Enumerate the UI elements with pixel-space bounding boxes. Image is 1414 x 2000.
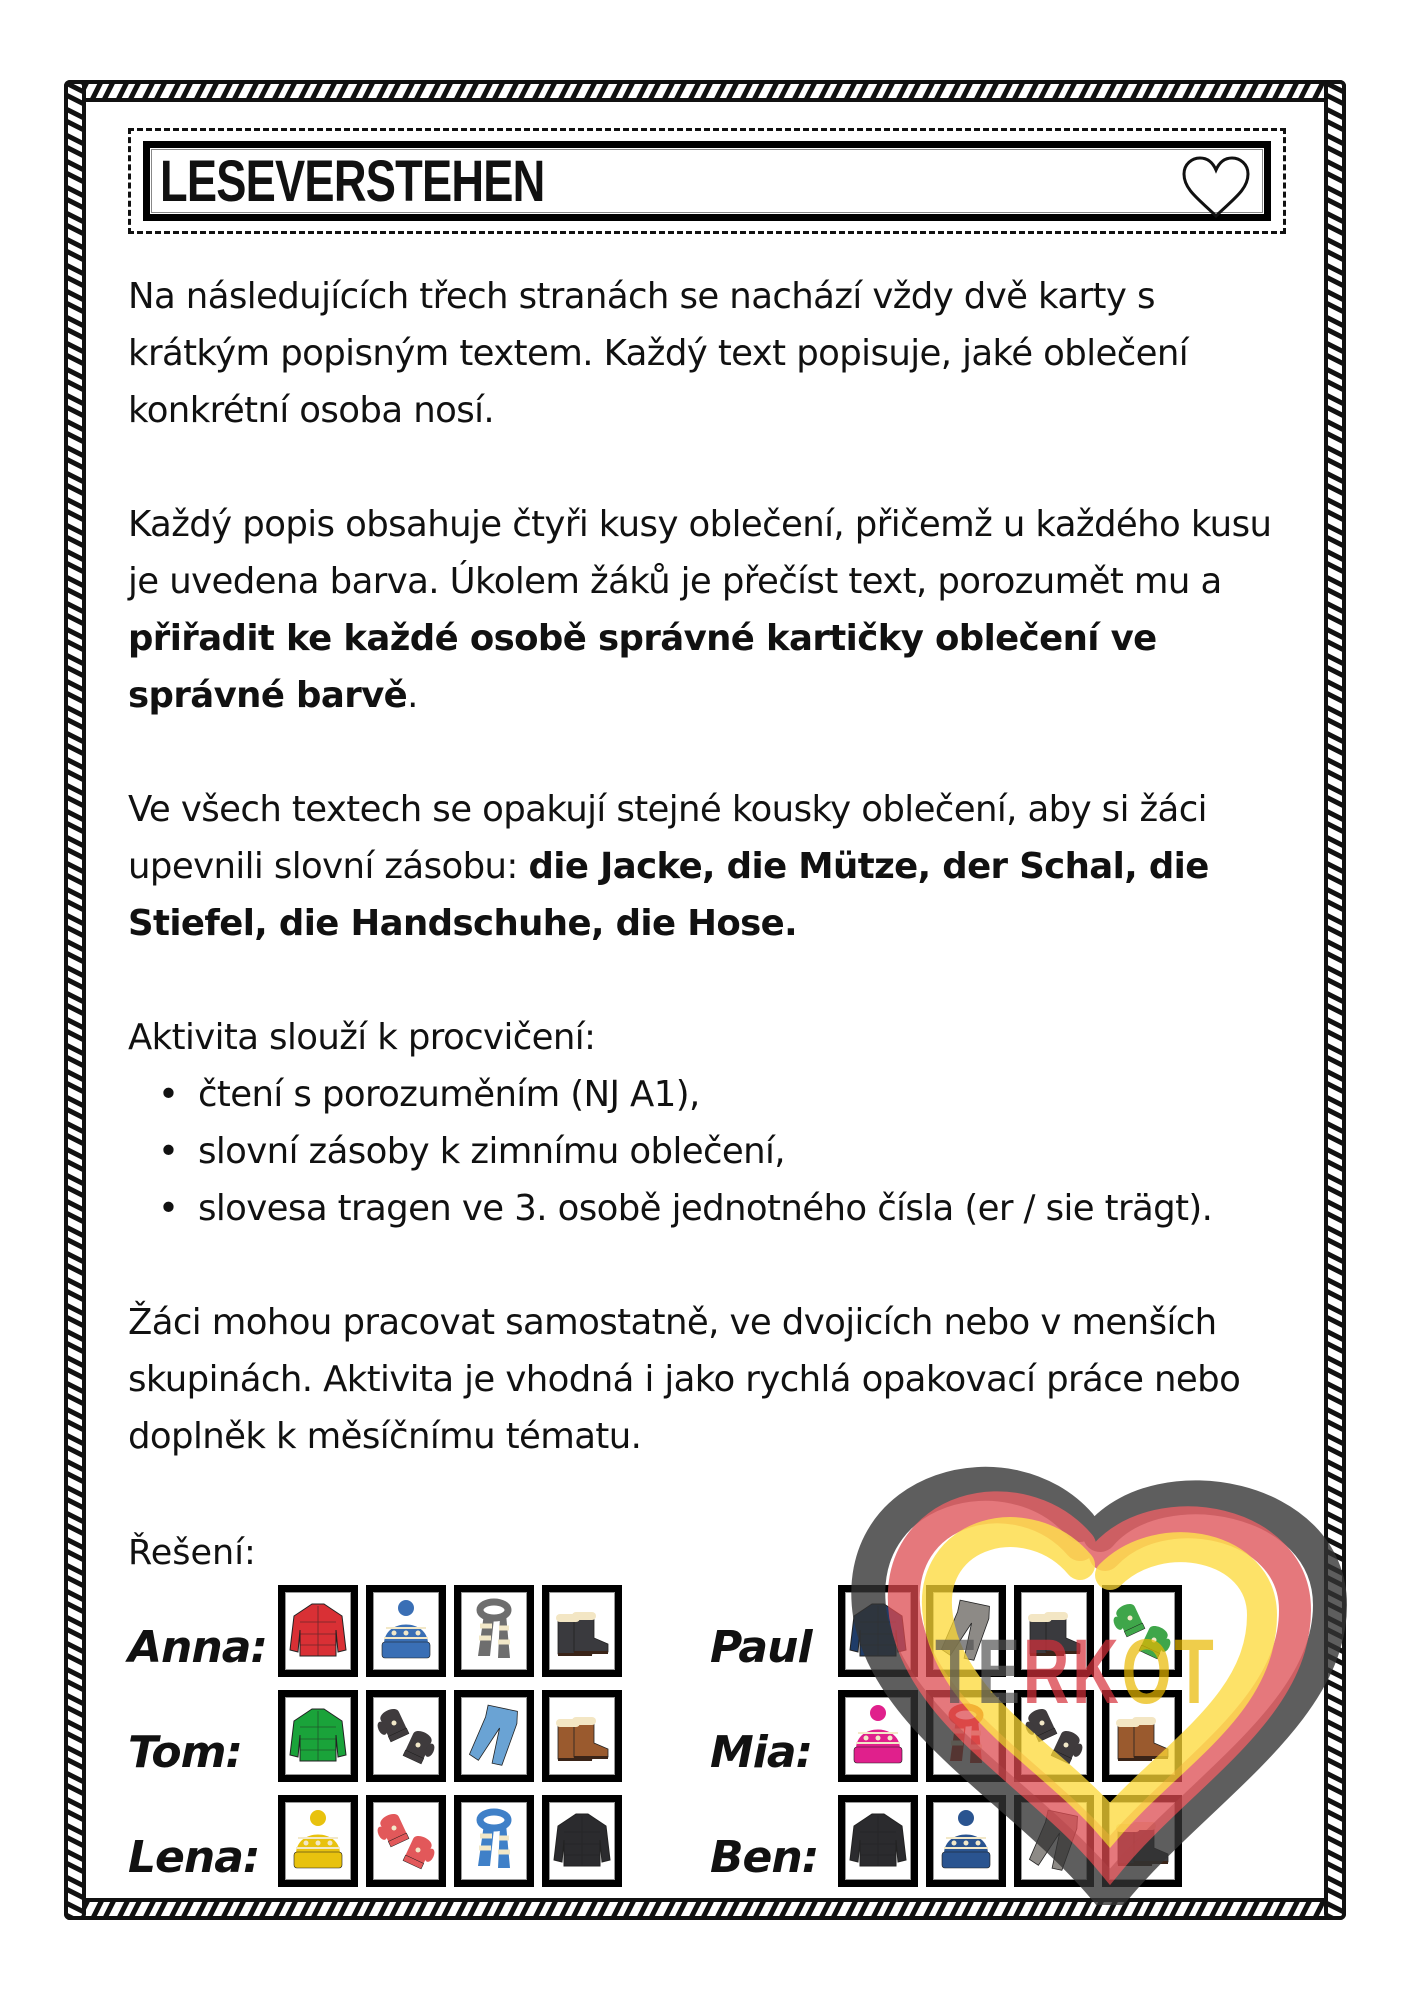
paragraph-practice-intro: Aktivita slouží k procvičení: [128, 1017, 596, 1058]
clothing-card-yellow-hat [278, 1795, 358, 1887]
watermark-letter: T [1174, 1621, 1217, 1723]
clothing-cards [838, 1795, 1182, 1887]
solution-label: Řešení: [128, 1533, 256, 1573]
page-title: LESEVERSTEHEN [160, 148, 545, 214]
jacket-icon [288, 1598, 348, 1664]
clothing-card-black-boots [1102, 1795, 1182, 1887]
list-item: • slovní zásoby k zimnímu oblečení, [158, 1123, 1288, 1180]
title-box [143, 141, 1271, 221]
person-name: Tom: [128, 1726, 243, 1778]
clothing-card-blue-scarf [454, 1795, 534, 1887]
practice-list [128, 1066, 1288, 1237]
watermark-letter: E [977, 1621, 1023, 1723]
hat-icon [848, 1703, 908, 1769]
boots-icon [1112, 1808, 1172, 1874]
hat-icon [936, 1808, 996, 1874]
clothing-card-blue-hat [366, 1585, 446, 1677]
jacket-icon [848, 1808, 908, 1874]
solution-row-lena [128, 1807, 278, 1907]
person-name: Paul [710, 1621, 812, 1673]
gloves-icon [376, 1703, 436, 1769]
clothing-card-black-gloves [366, 1690, 446, 1782]
boots-icon [552, 1703, 612, 1769]
title-frame [128, 128, 1286, 234]
clothing-card-black-boots [542, 1585, 622, 1677]
watermark-letter: K [1072, 1621, 1122, 1723]
paragraph-task: Každý popis obsahuje čtyři kusy oblečení, přičemž u každého kusu je uvedena barva. Úkolem žáků je přečíst text, porozumět mu a přiřadit ke každé osobě správné kartičky oblečení ve správné barvě. [128, 504, 1272, 716]
clothing-card-black-jacket [838, 1795, 918, 1887]
jacket-icon [848, 1598, 908, 1664]
person-name: Ben: [710, 1831, 819, 1883]
clothing-cards [278, 1795, 622, 1887]
jacket-icon [288, 1703, 348, 1769]
jacket-icon [552, 1808, 612, 1874]
hat-icon [376, 1598, 436, 1664]
scarf-icon [464, 1598, 524, 1664]
trousers-icon [464, 1703, 524, 1769]
paragraph-intro: Na následujících třech stranách se nachází vždy dvě karty s krátkým popisným textem. Každý text popisuje, jaké oblečení konkrétní osoba nosí. [128, 276, 1189, 431]
clothing-card-grey-trousers [1014, 1795, 1094, 1887]
person-name: Anna: [128, 1621, 267, 1673]
clothing-card-red-gloves [366, 1795, 446, 1887]
clothing-card-grey-scarf [454, 1585, 534, 1677]
clothing-card-dark-blue-jacket [838, 1585, 918, 1677]
gloves-icon [376, 1808, 436, 1874]
clothing-card-blue-hat [926, 1795, 1006, 1887]
person-name: Mia: [710, 1726, 813, 1778]
list-item: • čtení s porozuměním (NJ A1), [158, 1066, 1288, 1123]
watermark-letter: O [1121, 1621, 1175, 1723]
clothing-card-brown-boots [542, 1690, 622, 1782]
solution-row-tom [128, 1702, 278, 1802]
list-item: • slovesa tragen ve 3. osobě jednotného čísla (er / sie trägt). [158, 1180, 1288, 1237]
boots-icon [552, 1598, 612, 1664]
watermark-letter: R [1022, 1621, 1073, 1723]
scarf-icon [464, 1808, 524, 1874]
clothing-cards [278, 1690, 622, 1782]
heart-outline-icon [1180, 154, 1252, 220]
person-name: Lena: [128, 1831, 260, 1883]
clothing-card-pink-hat [838, 1690, 918, 1782]
clothing-card-green-jacket [278, 1690, 358, 1782]
clothing-card-red-jacket [278, 1585, 358, 1677]
clothing-card-black-jacket [542, 1795, 622, 1887]
clothing-card-blue-trousers [454, 1690, 534, 1782]
watermark-text [935, 1620, 1217, 1725]
description [128, 268, 1288, 1465]
clothing-cards [278, 1585, 622, 1677]
paragraph-vocabulary: Ve všech textech se opakují stejné kousky oblečení, aby si žáci upevnili slovní zásobu: die Jacke, die Mütze, der Schal, die Stiefel, die Handschuhe, die Hose. [128, 789, 1209, 944]
solution-row-anna [128, 1597, 278, 1697]
paragraph-organisation: Žáci mohou pracovat samostatně, ve dvojicích nebo v menších skupinách. Aktivita je vhodná i jako rychlá opakovací práce nebo doplněk k měsíčnímu tématu. [128, 1302, 1241, 1457]
hat-icon [288, 1808, 348, 1874]
trousers-icon [1024, 1808, 1084, 1874]
watermark-letter: T [935, 1621, 978, 1723]
